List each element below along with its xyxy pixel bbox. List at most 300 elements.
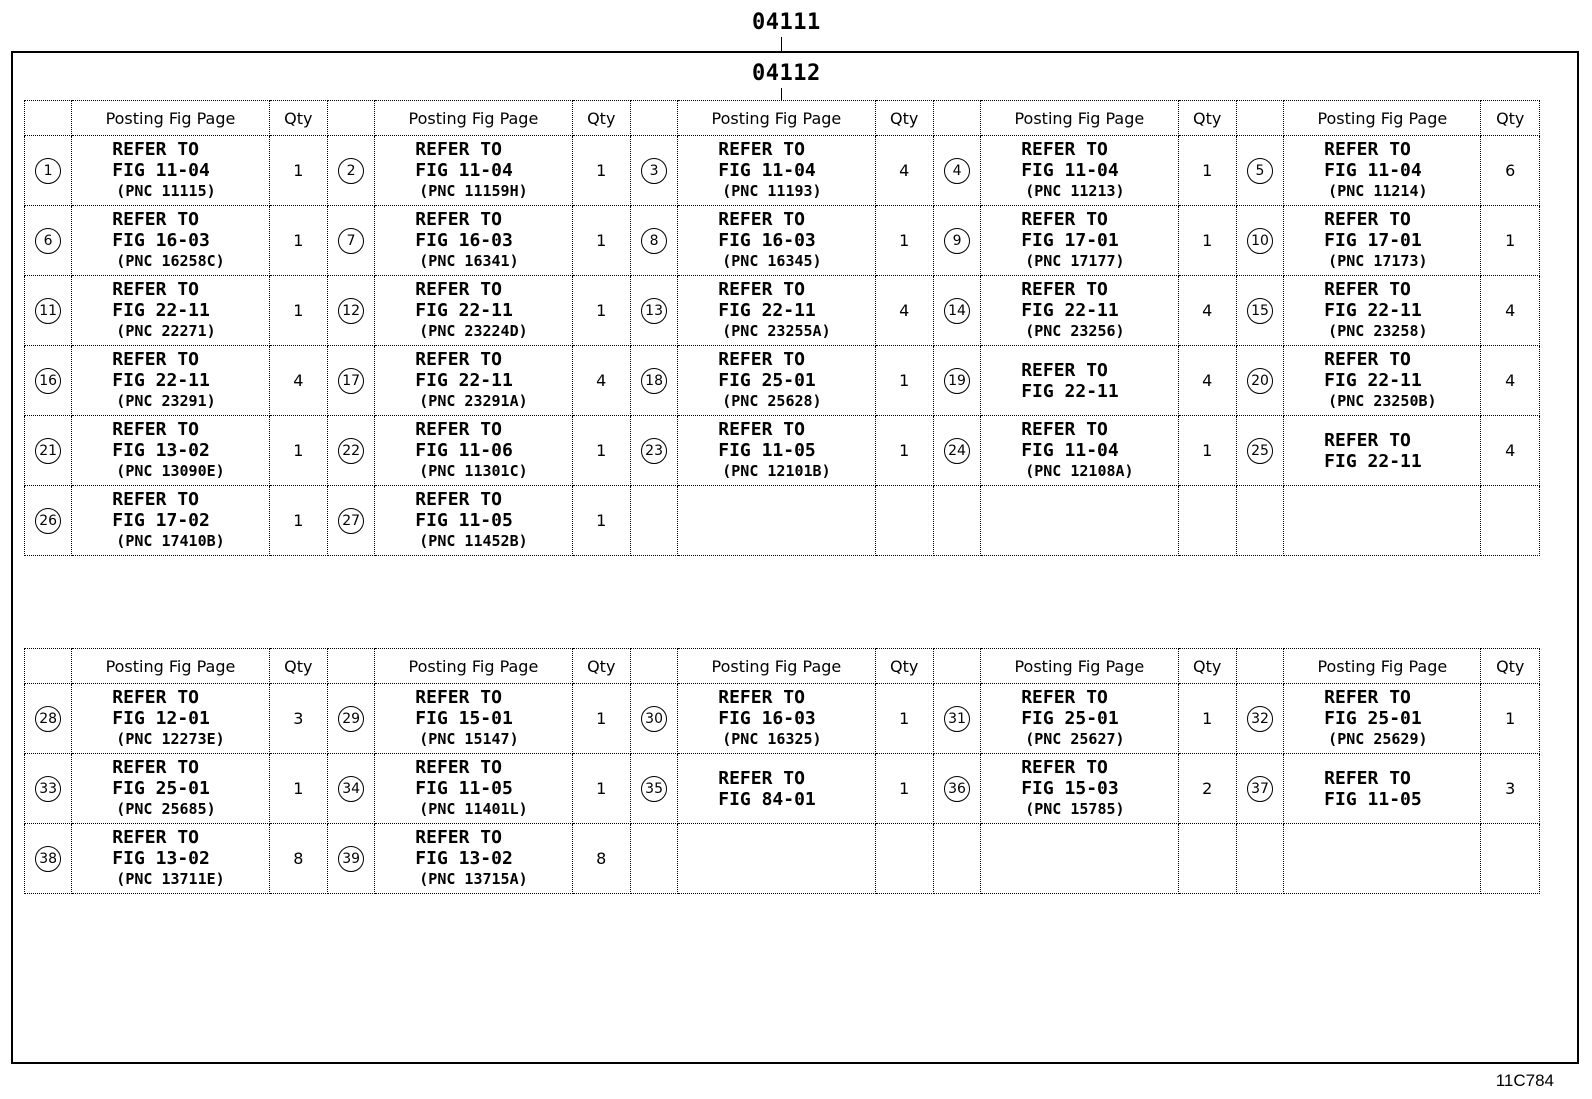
fig-page-text: FIG 15-03 xyxy=(1021,778,1119,799)
ref-number-circle: 25 xyxy=(1247,438,1273,464)
ref-number-circle: 39 xyxy=(338,846,364,872)
posting-reference xyxy=(375,209,571,272)
fig-page-text: FIG 11-05 xyxy=(1324,788,1422,810)
pnc-text: (PNC 12101B) xyxy=(722,462,831,480)
qty-value: 1 xyxy=(596,709,607,728)
qty-cell xyxy=(1178,276,1236,346)
refer-to-text: REFER TO xyxy=(718,419,805,440)
ref-number-cell xyxy=(327,684,374,754)
qty-value: 4 xyxy=(1505,371,1516,390)
ref-number-cell xyxy=(327,486,374,556)
posting-reference xyxy=(375,687,571,750)
posting-fig-cell xyxy=(375,346,572,416)
fig-page-text: FIG 11-05 xyxy=(415,778,513,799)
ref-number-cell xyxy=(1236,684,1283,754)
posting-reference xyxy=(981,360,1177,402)
qty-cell xyxy=(1481,754,1540,824)
ref-number-cell xyxy=(630,276,677,346)
header-posting-fig-page: Posting Fig Page xyxy=(72,101,269,136)
fig-page-text: FIG 22-11 xyxy=(718,300,816,321)
table-header-row xyxy=(25,101,1540,136)
ref-number-cell xyxy=(933,416,980,486)
ref-number-cell xyxy=(25,346,72,416)
qty-value: 1 xyxy=(899,441,910,460)
fig-page-text: FIG 11-04 xyxy=(112,160,210,181)
qty-cell xyxy=(875,276,933,346)
refer-to-text: REFER TO xyxy=(415,209,502,230)
ref-number-circle: 27 xyxy=(338,508,364,534)
ref-number-cell xyxy=(1236,416,1283,486)
posting-reference xyxy=(72,489,268,552)
header-blank-cell xyxy=(933,649,980,684)
posting-reference xyxy=(72,139,268,202)
header-posting-fig-page: Posting Fig Page xyxy=(375,649,572,684)
ref-number-circle: 24 xyxy=(944,438,970,464)
posting-reference xyxy=(72,687,268,750)
pnc-text: (PNC 11159H) xyxy=(419,182,528,200)
ref-number-circle: 11 xyxy=(35,298,61,324)
fig-page-text: FIG 22-11 xyxy=(1324,370,1422,391)
ref-number-circle: 19 xyxy=(944,368,970,394)
posting-fig-cell xyxy=(981,346,1178,416)
pnc-text: (PNC 16345) xyxy=(722,252,822,270)
qty-cell xyxy=(875,486,933,556)
ref-number-circle: 10 xyxy=(1247,228,1273,254)
fig-page-text: FIG 16-03 xyxy=(415,230,513,251)
ref-number-cell xyxy=(25,276,72,346)
qty-value: 3 xyxy=(1505,779,1516,798)
posting-reference xyxy=(678,209,874,272)
qty-cell xyxy=(1178,684,1236,754)
posting-fig-cell xyxy=(678,416,875,486)
header-qty: Qty xyxy=(875,101,933,136)
fig-page-text: FIG 22-11 xyxy=(415,370,513,391)
ref-number-cell xyxy=(25,206,72,276)
callout-04111: 04111 xyxy=(752,10,821,35)
posting-fig-cell xyxy=(678,276,875,346)
fig-page-text: FIG 25-01 xyxy=(112,778,210,799)
header-qty: Qty xyxy=(1481,101,1540,136)
refer-to-text: REFER TO xyxy=(112,139,199,160)
posting-reference xyxy=(72,279,268,342)
ref-number-circle: 35 xyxy=(641,776,667,802)
ref-number-cell xyxy=(327,276,374,346)
ref-number-cell xyxy=(25,136,72,206)
qty-value: 6 xyxy=(1505,161,1516,180)
posting-reference xyxy=(678,768,874,810)
qty-cell xyxy=(875,346,933,416)
refer-to-text: REFER TO xyxy=(112,349,199,370)
refer-to-text: REFER TO xyxy=(718,279,805,300)
refer-to-text: REFER TO xyxy=(415,139,502,160)
fig-page-text: FIG 17-01 xyxy=(1324,230,1422,251)
header-posting-fig-page: Posting Fig Page xyxy=(375,101,572,136)
fig-page-text: FIG 22-11 xyxy=(112,300,210,321)
pnc-text: (PNC 17410B) xyxy=(116,532,225,550)
ref-number-circle: 12 xyxy=(338,298,364,324)
ref-number-circle: 8 xyxy=(641,228,667,254)
ref-number-circle: 5 xyxy=(1247,158,1273,184)
fig-page-text: FIG 25-01 xyxy=(718,370,816,391)
posting-reference xyxy=(1284,349,1480,412)
qty-cell xyxy=(1178,206,1236,276)
qty-value: 1 xyxy=(596,779,607,798)
pnc-text: (PNC 16341) xyxy=(419,252,519,270)
ref-number-cell xyxy=(933,346,980,416)
refer-to-text: REFER TO xyxy=(112,489,199,510)
posting-fig-cell xyxy=(1284,824,1481,894)
posting-fig-cell xyxy=(678,486,875,556)
refer-to-text: REFER TO xyxy=(1021,359,1108,381)
posting-reference xyxy=(72,419,268,482)
pnc-text: (PNC 23291) xyxy=(116,392,216,410)
ref-number-cell xyxy=(327,824,374,894)
pnc-text: (PNC 11213) xyxy=(1025,182,1125,200)
header-blank-cell xyxy=(1236,101,1283,136)
ref-number-circle: 21 xyxy=(35,438,61,464)
fig-page-text: FIG 13-02 xyxy=(112,440,210,461)
qty-value: 1 xyxy=(596,301,607,320)
qty-cell xyxy=(1481,486,1540,556)
header-posting-fig-page: Posting Fig Page xyxy=(981,101,1178,136)
posting-fig-cell xyxy=(72,136,269,206)
ref-number-circle: 29 xyxy=(338,706,364,732)
refer-to-text: REFER TO xyxy=(112,279,199,300)
posting-reference xyxy=(981,757,1177,820)
posting-fig-cell xyxy=(72,754,269,824)
pnc-text: (PNC 13090E) xyxy=(116,462,225,480)
qty-cell xyxy=(1481,416,1540,486)
qty-value: 4 xyxy=(1505,301,1516,320)
fig-page-text: FIG 22-11 xyxy=(1324,450,1422,472)
qty-cell xyxy=(269,486,327,556)
qty-cell xyxy=(572,276,630,346)
qty-value: 1 xyxy=(293,441,304,460)
posting-fig-cell xyxy=(375,206,572,276)
pnc-text: (PNC 11214) xyxy=(1328,182,1428,200)
header-qty: Qty xyxy=(1178,101,1236,136)
fig-page-text: FIG 15-01 xyxy=(415,708,513,729)
ref-number-circle: 28 xyxy=(35,706,61,732)
table-row xyxy=(25,486,1540,556)
refer-to-text: REFER TO xyxy=(718,209,805,230)
posting-fig-cell xyxy=(678,754,875,824)
fig-page-text: FIG 16-03 xyxy=(718,708,816,729)
qty-value: 1 xyxy=(899,709,910,728)
posting-reference xyxy=(1284,687,1480,750)
pnc-text: (PNC 15785) xyxy=(1025,800,1125,818)
pnc-text: (PNC 25685) xyxy=(116,800,216,818)
table-row xyxy=(25,416,1540,486)
ref-number-circle: 18 xyxy=(641,368,667,394)
ref-number-cell xyxy=(327,346,374,416)
qty-cell xyxy=(572,136,630,206)
ref-number-circle: 6 xyxy=(35,228,61,254)
ref-number-cell xyxy=(25,684,72,754)
fig-page-text: FIG 11-04 xyxy=(415,160,513,181)
posting-reference xyxy=(375,139,571,202)
qty-value: 4 xyxy=(596,371,607,390)
header-posting-fig-page: Posting Fig Page xyxy=(981,649,1178,684)
posting-reference xyxy=(1284,209,1480,272)
table-row xyxy=(25,346,1540,416)
qty-cell xyxy=(875,416,933,486)
qty-value: 1 xyxy=(293,301,304,320)
posting-fig-cell xyxy=(72,824,269,894)
table-row xyxy=(25,824,1540,894)
header-qty: Qty xyxy=(1481,649,1540,684)
posting-fig-cell xyxy=(981,416,1178,486)
fig-page-text: FIG 22-11 xyxy=(112,370,210,391)
posting-fig-cell xyxy=(1284,276,1481,346)
posting-fig-cell xyxy=(72,346,269,416)
refer-to-text: REFER TO xyxy=(1324,767,1411,789)
qty-cell xyxy=(572,346,630,416)
qty-cell xyxy=(875,824,933,894)
ref-number-cell xyxy=(630,416,677,486)
pnc-text: (PNC 25627) xyxy=(1025,730,1125,748)
qty-value: 4 xyxy=(293,371,304,390)
pnc-text: (PNC 12273E) xyxy=(116,730,225,748)
qty-cell xyxy=(269,276,327,346)
posting-reference xyxy=(375,827,571,890)
ref-number-cell xyxy=(1236,136,1283,206)
header-blank-cell xyxy=(25,649,72,684)
posting-fig-cell xyxy=(72,486,269,556)
ref-number-cell xyxy=(630,754,677,824)
refer-to-text: REFER TO xyxy=(112,209,199,230)
ref-number-circle: 38 xyxy=(35,846,61,872)
header-qty: Qty xyxy=(572,649,630,684)
qty-cell xyxy=(1178,416,1236,486)
fig-page-text: FIG 22-11 xyxy=(415,300,513,321)
ref-number-circle: 22 xyxy=(338,438,364,464)
fig-page-text: FIG 16-03 xyxy=(718,230,816,251)
ref-number-cell xyxy=(630,824,677,894)
refer-to-text: REFER TO xyxy=(1021,209,1108,230)
pnc-text: (PNC 12108A) xyxy=(1025,462,1134,480)
qty-value: 1 xyxy=(1505,709,1516,728)
qty-cell xyxy=(572,754,630,824)
posting-fig-cell xyxy=(375,276,572,346)
pnc-text: (PNC 23250B) xyxy=(1328,392,1437,410)
ref-number-cell xyxy=(630,136,677,206)
refer-to-text: REFER TO xyxy=(112,687,199,708)
pnc-text: (PNC 15147) xyxy=(419,730,519,748)
ref-number-circle: 3 xyxy=(641,158,667,184)
refer-to-text: REFER TO xyxy=(1324,209,1411,230)
fig-page-text: FIG 11-04 xyxy=(1021,440,1119,461)
fig-page-text: FIG 17-01 xyxy=(1021,230,1119,251)
qty-value: 1 xyxy=(293,511,304,530)
qty-value: 1 xyxy=(1202,231,1213,250)
refer-to-text: REFER TO xyxy=(718,139,805,160)
pnc-text: (PNC 23256) xyxy=(1025,322,1125,340)
qty-value: 1 xyxy=(293,161,304,180)
fig-page-text: FIG 84-01 xyxy=(718,788,816,810)
fig-page-text: FIG 11-05 xyxy=(415,510,513,531)
refer-to-text: REFER TO xyxy=(415,419,502,440)
fig-page-text: FIG 11-05 xyxy=(718,440,816,461)
ref-number-cell xyxy=(25,416,72,486)
qty-cell xyxy=(1178,486,1236,556)
ref-number-circle: 2 xyxy=(338,158,364,184)
posting-fig-cell xyxy=(981,754,1178,824)
ref-number-circle: 16 xyxy=(35,368,61,394)
refer-to-text: REFER TO xyxy=(415,489,502,510)
pnc-text: (PNC 11401L) xyxy=(419,800,528,818)
qty-cell xyxy=(875,754,933,824)
posting-fig-cell xyxy=(981,136,1178,206)
fig-page-text: FIG 11-04 xyxy=(1021,160,1119,181)
refer-to-text: REFER TO xyxy=(415,279,502,300)
qty-cell xyxy=(269,416,327,486)
qty-value: 1 xyxy=(1202,709,1213,728)
refer-to-text: REFER TO xyxy=(1324,139,1411,160)
ref-number-circle: 34 xyxy=(338,776,364,802)
qty-cell xyxy=(1178,754,1236,824)
table-header-row xyxy=(25,649,1540,684)
qty-value: 1 xyxy=(899,779,910,798)
ref-number-circle: 23 xyxy=(641,438,667,464)
posting-fig-cell xyxy=(1284,486,1481,556)
table-row xyxy=(25,136,1540,206)
ref-number-circle: 17 xyxy=(338,368,364,394)
refer-to-text: REFER TO xyxy=(1324,349,1411,370)
qty-cell xyxy=(269,684,327,754)
pnc-text: (PNC 23291A) xyxy=(419,392,528,410)
refer-to-text: REFER TO xyxy=(1021,279,1108,300)
pnc-text: (PNC 11193) xyxy=(722,182,822,200)
pnc-text: (PNC 11452B) xyxy=(419,532,528,550)
pnc-text: (PNC 25629) xyxy=(1328,730,1428,748)
refer-to-text: REFER TO xyxy=(112,757,199,778)
pnc-text: (PNC 11115) xyxy=(116,182,216,200)
refer-to-text: REFER TO xyxy=(1021,419,1108,440)
posting-fig-cell xyxy=(981,206,1178,276)
header-blank-cell xyxy=(630,101,677,136)
qty-value: 1 xyxy=(293,779,304,798)
qty-cell xyxy=(1481,824,1540,894)
posting-fig-cell xyxy=(1284,136,1481,206)
fig-page-text: FIG 25-01 xyxy=(1324,708,1422,729)
header-qty: Qty xyxy=(269,101,327,136)
ref-number-circle: 7 xyxy=(338,228,364,254)
refer-to-text: REFER TO xyxy=(112,419,199,440)
ref-number-cell xyxy=(1236,346,1283,416)
ref-number-circle: 30 xyxy=(641,706,667,732)
posting-reference xyxy=(678,687,874,750)
posting-fig-cell xyxy=(375,136,572,206)
header-qty: Qty xyxy=(269,649,327,684)
pnc-text: (PNC 17177) xyxy=(1025,252,1125,270)
parts-table-2 xyxy=(24,648,1540,894)
header-qty: Qty xyxy=(1178,649,1236,684)
fig-page-text: FIG 11-04 xyxy=(718,160,816,181)
qty-cell xyxy=(572,824,630,894)
posting-reference xyxy=(375,757,571,820)
ref-number-cell xyxy=(933,824,980,894)
ref-number-cell xyxy=(630,206,677,276)
ref-number-cell xyxy=(630,684,677,754)
pnc-text: (PNC 23255A) xyxy=(722,322,831,340)
refer-to-text: REFER TO xyxy=(718,687,805,708)
figure-code: 11C784 xyxy=(1495,1071,1554,1090)
ref-number-cell xyxy=(25,754,72,824)
posting-fig-cell xyxy=(678,136,875,206)
ref-number-cell xyxy=(630,486,677,556)
pnc-text: (PNC 11301C) xyxy=(419,462,528,480)
qty-cell xyxy=(1481,136,1540,206)
posting-reference xyxy=(1284,279,1480,342)
posting-fig-cell xyxy=(678,206,875,276)
ref-number-cell xyxy=(327,754,374,824)
pnc-text: (PNC 25628) xyxy=(722,392,822,410)
qty-value: 1 xyxy=(1202,441,1213,460)
qty-cell xyxy=(269,346,327,416)
refer-to-text: REFER TO xyxy=(1324,429,1411,451)
header-blank-cell xyxy=(1236,649,1283,684)
qty-cell xyxy=(269,206,327,276)
fig-page-text: FIG 11-04 xyxy=(1324,160,1422,181)
ref-number-cell xyxy=(933,684,980,754)
qty-value: 1 xyxy=(596,231,607,250)
posting-reference xyxy=(72,827,268,890)
qty-cell xyxy=(875,136,933,206)
qty-cell xyxy=(1481,684,1540,754)
ref-number-cell xyxy=(1236,206,1283,276)
qty-cell xyxy=(269,824,327,894)
ref-number-circle: 14 xyxy=(944,298,970,324)
posting-fig-cell xyxy=(375,486,572,556)
ref-number-cell xyxy=(1236,824,1283,894)
posting-reference xyxy=(981,139,1177,202)
posting-reference xyxy=(72,757,268,820)
qty-cell xyxy=(1178,824,1236,894)
posting-reference xyxy=(72,209,268,272)
refer-to-text: REFER TO xyxy=(1021,687,1108,708)
refer-to-text: REFER TO xyxy=(415,349,502,370)
qty-cell xyxy=(1481,346,1540,416)
fig-page-text: FIG 25-01 xyxy=(1021,708,1119,729)
ref-number-circle: 32 xyxy=(1247,706,1273,732)
posting-reference xyxy=(981,279,1177,342)
posting-fig-cell xyxy=(375,824,572,894)
refer-to-text: REFER TO xyxy=(1324,279,1411,300)
table-row xyxy=(25,206,1540,276)
header-posting-fig-page: Posting Fig Page xyxy=(678,101,875,136)
qty-value: 4 xyxy=(899,301,910,320)
header-posting-fig-page: Posting Fig Page xyxy=(678,649,875,684)
posting-reference xyxy=(678,419,874,482)
refer-to-text: REFER TO xyxy=(415,687,502,708)
qty-value: 8 xyxy=(293,849,304,868)
ref-number-circle: 4 xyxy=(944,158,970,184)
fig-page-text: FIG 22-11 xyxy=(1021,300,1119,321)
qty-value: 8 xyxy=(596,849,607,868)
pnc-text: (PNC 17173) xyxy=(1328,252,1428,270)
ref-number-cell xyxy=(327,416,374,486)
ref-number-cell xyxy=(25,824,72,894)
ref-number-cell xyxy=(933,276,980,346)
posting-reference xyxy=(375,279,571,342)
ref-number-circle: 36 xyxy=(944,776,970,802)
qty-cell xyxy=(269,136,327,206)
qty-value: 1 xyxy=(1505,231,1516,250)
posting-fig-cell xyxy=(72,276,269,346)
header-posting-fig-page: Posting Fig Page xyxy=(72,649,269,684)
posting-fig-cell xyxy=(1284,416,1481,486)
